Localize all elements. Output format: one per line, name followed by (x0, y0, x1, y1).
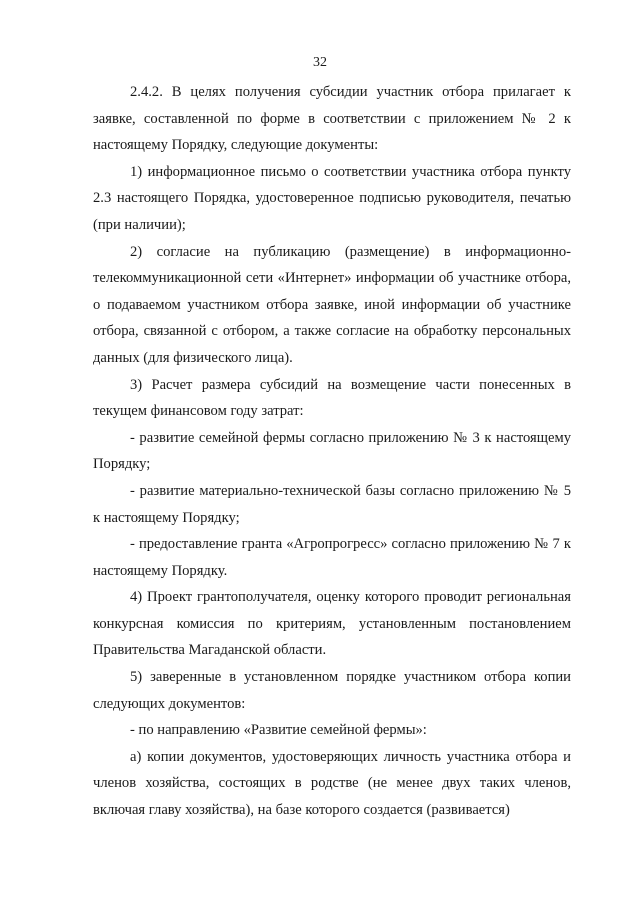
paragraph-item-2: 2) согласие на публикацию (размещение) в информационно-телекоммуникационной сети «Интернет» информации об участнике отбора, о подаваемом участником отбора заявке, иной информации об участнике отбора, связанной с отбором, а также согласие на обработку персональных данных (для физического лица). (93, 243, 571, 366)
page-number: 32 (313, 55, 327, 70)
paragraph-item-4: 4) Проект грантополучателя, оценку которого проводит региональная конкурсная комиссия по критериям, установленным постановлением Правительства Магаданской области. (93, 589, 571, 659)
paragraph-bullet-agroprogress: - предоставление гранта «Агропрогресс» согласно приложению № 7 к настоящему Порядку. (93, 536, 571, 579)
paragraph-bullet-material-base: - развитие материально-технической базы согласно приложению № 5 к настоящему Порядку; (93, 482, 571, 526)
paragraph-item-5: 5) заверенные в установленном порядке участником отбора копии следующих документов: (93, 669, 571, 712)
document-body (93, 79, 571, 824)
paragraph-item-1: 1) информационное письмо о соответствии участника отбора пункту 2.3 настоящего Порядка, удостоверенное подписью руководителя, печатью (при наличии); (93, 163, 571, 233)
paragraph-direction-family-farm: - по направлению «Развитие семейной фермы»: (130, 722, 427, 739)
paragraph-item-3: 3) Расчет размера субсидий на возмещение части понесенных в текущем финансовом году затрат: (93, 376, 571, 420)
paragraph-subitem-a: а) копии документов, удостоверяющих личность участника отбора и членов хозяйства, состоящих в родстве (не менее двух таких членов, включая главу хозяйства), на базе которого создается (развивается) (93, 748, 571, 819)
paragraph-2-4-2: 2.4.2. В целях получения субсидии участник отбора прилагает к заявке, составленной по форме в соответствии с приложением № 2 к настоящему Порядку, следующие документы: (93, 84, 571, 154)
paragraph-bullet-family-farm: - развитие семейной фермы согласно приложению № 3 к настоящему Порядку; (93, 429, 571, 473)
